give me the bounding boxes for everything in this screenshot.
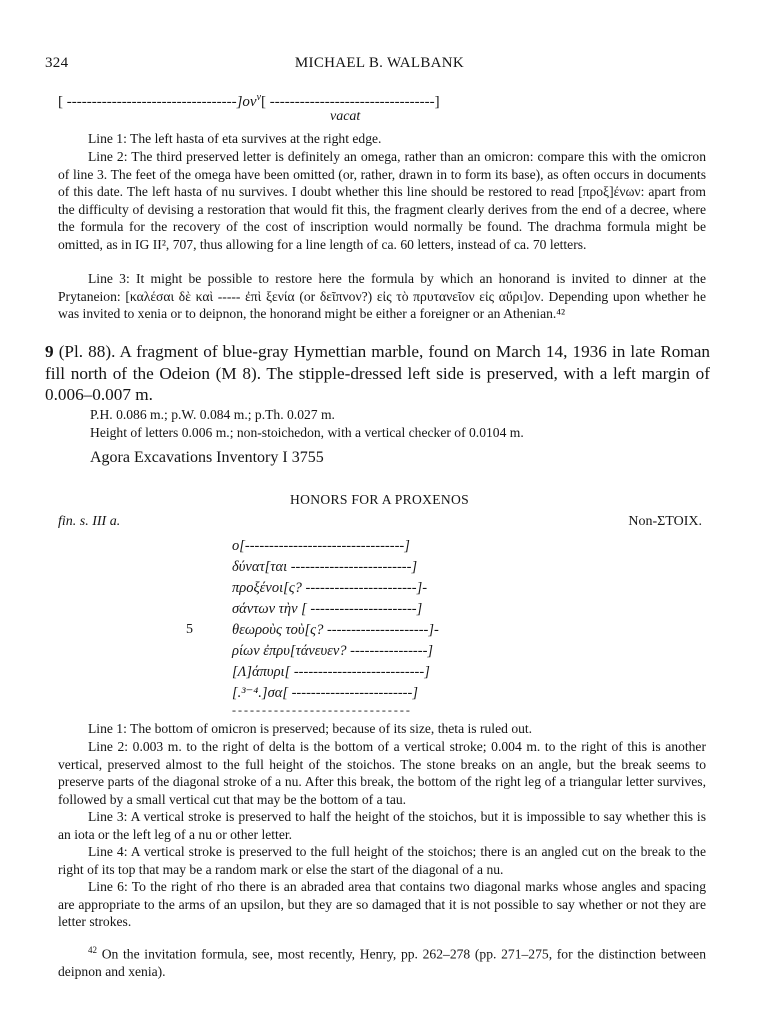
fragment-line-left: [ ----------------------------------: [58, 94, 237, 110]
note-text: To the right of rho there is an abraded area that contains two diagonal marks whose angles and spacing are appropriate to the arms of an upsilon, but they are so damaged that it is not possible to say whether or not they are letter strokes.: [58, 879, 706, 930]
inscription-title: HONORS FOR A PROXENOS: [290, 492, 469, 507]
edition-line-3: προξένοι[ς? -----------------------]-: [232, 580, 428, 596]
note-text: The third preserved letter is definitely an omega, rather than an omicron: compare this with the omicron of line 3. The feet of the omega have been omitted (or, rather, drawn in to form its base), as often occurs in documents of this date. The left hasta of nu survives. I doubt whether this line should be restored to read [προξ]ένων: apart from the difficulty of devising a restoration that would fit this, the fragment clearly derives from the end of a decree, where the formula for the recovery of the cost of inscription would normally be found. The drachma formula might be omitted, as in IG II², 707, thus allowing for a line length of ca. 60 letters, instead of ca. 70 letters.: [58, 149, 707, 252]
vacat-label: vacat: [330, 109, 361, 124]
page-number: 324: [45, 55, 69, 71]
note-8-line-1: [58, 130, 706, 148]
edition-line-2: δύνατ[ται -------------------------]: [232, 559, 418, 575]
note-label: Line 1:: [88, 721, 127, 736]
edition-line-number: 5: [186, 622, 193, 637]
note-text: A vertical stroke is preserved to half the height of the stoichos, but it is impossible to say whether this is an iota or the left leg of a nu or other letter.: [58, 809, 706, 842]
fragment-line-right: [ ---------------------------------]: [261, 94, 440, 110]
note-text: 0.003 m. to the right of delta is the bottom of a vertical stroke; 0.004 m. to the right of this is another vertical, preserved almost to the full height of the stoichos. The stone breaks on an angle, but the break seems to preserve parts of the diagonal stroke of a nu. After this break, the bottom of the right leg of a triangular letter survives, followed by a small vertical cut that may be the bottom of a tau.: [58, 739, 706, 807]
footnote-marker: 42: [88, 945, 97, 955]
note-text: A vertical stroke is preserved to the full height of the stoichos; there is an angled cut on the break to the right of its top that may be a random mark or else the start of the diagonal of a nu.: [58, 844, 706, 877]
entry-inventory: Agora Excavations Inventory I 3755: [90, 449, 324, 466]
note-9-line-1: [58, 720, 706, 738]
edition-line-4: σάντων τὴν [ ----------------------]: [232, 601, 423, 617]
running-head-author: MICHAEL B. WALBANK: [294, 55, 465, 71]
fragment-line-mid: ]ον: [236, 94, 257, 110]
edition-line-8: [.³⁻⁴.]σα[ -------------------------]: [232, 685, 418, 701]
entry-letters: Height of letters 0.006 m.; non-stoichedon, with a vertical checker of 0.0104 m.: [90, 425, 524, 440]
inscription-format: Non-ΣΤΟΙΧ.: [628, 514, 702, 529]
note-label: Line 2:: [88, 149, 128, 164]
note-text: The bottom of omicron is preserved; because of its size, theta is ruled out.: [130, 721, 533, 736]
note-label: Line 2:: [88, 739, 129, 754]
edition-bottom-dashes: - - - - - - - - - - - - - - - - - - - - - - - - - - - - - -: [232, 703, 410, 717]
note-label: Line 4:: [88, 844, 128, 859]
note-label: Line 3:: [88, 809, 128, 824]
fragment-line: [58, 92, 440, 111]
note-9-line-2: [58, 738, 706, 808]
edition-line-7: [Λ]άπυρι[ ---------------------------]: [232, 664, 430, 680]
note-label: Line 3:: [88, 271, 130, 286]
note-text: It might be possible to restore here the formula by which an honorand is invited to dinner at the Prytaneion: [καλέσαι δὲ καὶ ----- ἐπὶ ξενία (or δεῖπνον?) εἰς τὸ πρυτανεῖον εἰς αὔρι]ον. Depending upon whether he was invited to xenia or to deipnon, the honorand might be either a foreigner or an Athenian.⁴²: [58, 271, 706, 322]
note-8-line-3: [58, 270, 706, 323]
footnote-text: On the invitation formula, see, most recently, Henry, pp. 262–278 (pp. 271–275, for the distinction between deipnon and xenia).: [58, 946, 706, 980]
entry-9-heading: [45, 341, 710, 406]
inscription-date: fin. s. III a.: [58, 514, 121, 529]
note-8-line-2: [58, 148, 706, 254]
footnote: [58, 942, 706, 981]
entry-heading-text: (Pl. 88). A fragment of blue-gray Hymettian marble, found on March 14, 1936 in late Roman fill north of the Odeion (M 8). The stipple-dressed left side is preserved, with a left margin of 0.006–0.007 m.: [45, 342, 710, 404]
entry-dimensions: P.H. 0.086 m.; p.W. 0.084 m.; p.Th. 0.027 m.: [90, 407, 335, 422]
note-9-line-3: [58, 808, 706, 843]
entry-number: 9: [45, 342, 54, 361]
note-label: Line 6:: [88, 879, 128, 894]
edition-line-6: ρίων ἐπρυ[τάνευεν? ----------------]: [232, 643, 434, 659]
fragment-line-sup: v: [256, 92, 262, 103]
edition-line-1: ο[---------------------------------]: [232, 538, 410, 554]
note-text: The left hasta of eta survives at the right edge.: [130, 131, 382, 146]
note-9-line-5: [58, 878, 706, 931]
note-9-line-4: [58, 843, 706, 878]
note-label: Line 1:: [88, 131, 127, 146]
edition-line-5: θεωροὺς τοὺ[ς? ---------------------]-: [232, 622, 439, 638]
